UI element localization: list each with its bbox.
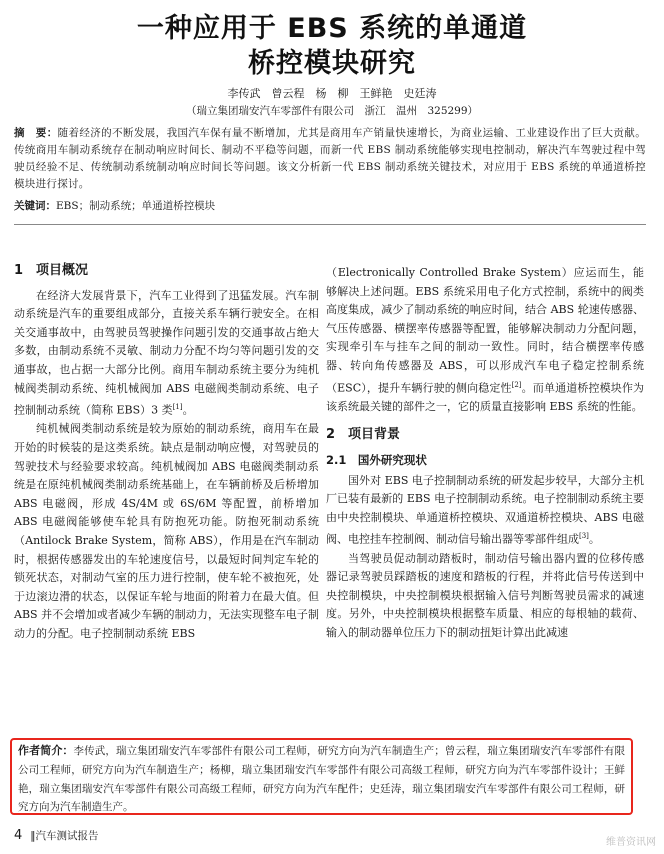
abstract-text: 随着经济的不断发展，我国汽车保有量不断增加，尤其是商用车产销量快速增长，为商业运输、工业建设作出了巨大贡献。传统商用车制动系统存在制动响应时间长、制动不平稳等问题，而新一代 EBS 制动系统能够实现电控制动，解决汽车驾驶过程中驾驶员经验不足、传统制动系统制动响应时间长等问题。该文分析新一代 EBS 制动系统关键技术，对应用于 EBS 系统的单通道桥控模块进行探讨。 [14, 127, 646, 190]
page-number: 4 [14, 828, 23, 843]
article-title-line-1: 一种应用于 EBS 系统的单通道 [136, 13, 528, 44]
header-divider [14, 224, 646, 225]
left-column [14, 258, 319, 644]
bio-text: 李传武，瑞立集团瑞安汽车零部件有限公司工程师，研究方向为汽车制造生产；曾云程，瑞立集团瑞安汽车零部件有限公司工程师，研究方向为汽车制造生产；杨柳，瑞立集团瑞安汽车零部件有限公司高级工程师，研究方向为汽车零部件设计；王鲜艳，瑞立集团瑞安汽车零部件有限公司高级工程师，研究方向为汽车配件；史廷涛，瑞立集团瑞安汽车零部件有限公司工程师，研究方向为汽车制造生产。 [18, 745, 626, 814]
journal-name: ‖汽车测试报告 [30, 830, 99, 842]
citation-ref[interactable]: [2] [511, 380, 522, 389]
abstract-label: 摘 要： [14, 127, 58, 139]
author-list: 李传武 曾云程 杨 柳 王鲜艳 史廷涛 [227, 87, 437, 100]
abstract [14, 125, 646, 193]
keywords-text: EBS；制动系统；单通道桥控模块 [56, 200, 216, 212]
section-1-paragraph-2: 纯机械阀类制动系统是较为原始的制动系统，商用车在最开始的时候装的是这类系统。缺点是制动响应慢，对驾驶员的驾驶技术与经验要求较高。纯机械阀加 ABS 电磁阀类制动系统是在原纯机械阀类制动系统基础上，在车辆前桥及后桥增加 ABS 电磁阀，形成 4S/4M 或 6S/6M 等配置，前桥增加 ABS 电磁阀能够使车轮具有防抱死功能。防抱死制动系统（Antilock Brake System，简称 ABS），作用是在汽车制动时，根据传感器发出的车轮速度信号，以最短时间判定车轮的锁死状态，对制动气室的压力进行控制，使车轮不被抱死，处于边滚边滑的状态，以保证车轮与地面的附着力在最大值。但 ABS 并不会增加或者减少车辆的制动力，无法实现整车电子制动力的分配。电子控制制动系统 EBS [14, 422, 319, 640]
keywords [14, 198, 646, 215]
section-2-1-paragraph-1 [326, 472, 644, 550]
section-2-heading: 2 项目背景 [326, 427, 401, 443]
keywords-label: 关键词： [14, 200, 56, 212]
author-bio-box [10, 738, 633, 815]
section-2-1-heading: 2.1 国外研究现状 [326, 453, 427, 467]
bio-label: 作者简介： [18, 744, 74, 757]
paragraph-end: 。 [182, 403, 194, 417]
section-2-1-paragraph-2: 当驾驶员促动制动踏板时，制动信号输出器内置的位移传感器记录驾驶员踩踏板的速度和踏板的行程，并将此信号传送到中央控制模块，中央控制模块根据输入信号判断驾驶员需求的减速度。另外，中央控制模块根据整车质量、相应的每根轴的载荷、输入的制动器单位压力下的制动扭矩计算出此减速 [326, 551, 644, 639]
paragraph-text: 在经济大发展背景下，汽车工业得到了迅猛发展。汽车制动系统是汽车的重要组成部分，直接关系车辆行驶安全。在相关交通事故中，由驾驶员驾驶操作问题引发的交通事故占绝大多数，由制动系统不灵敏、制动力分配不均匀等问题引发的交通事故，也占据一大部分比例。商用车制动系统主要分为纯机械阀类制动系统、纯机械阀加 ABS 电磁阀类制动系统、电子控制制动系统（简称 EBS）3 类 [14, 288, 319, 417]
paragraph-text: 国外对 EBS 电子控制制动系统的研发起步较早，大部分主机厂已装有最新的 EBS 电子控制制动系统。电子控制制动系统主要由中央控制模块、单通道桥控模块、双通道桥控模块、ABS 电磁阀、电控挂车控制阀、制动信号输出器等零部件组成 [326, 473, 644, 547]
citation-ref[interactable]: [1] [172, 403, 183, 412]
right-column [326, 264, 644, 643]
affiliation: （瑞立集团瑞安汽车零部件有限公司 浙江 温州 325299） [185, 105, 479, 117]
watermark: 维普资讯网 [606, 837, 656, 848]
paragraph-text: （Electronically Controlled Brake System）应运而生，能够解决上述问题。EBS 系统采用电子化方式控制，系统中的阀类高度集成，减少了制动系统的响应时间，结合 ABS 轮速传感器、气压传感器、横摆率传感器等配置，能够解决制动力分配问题，实现牵引车与挂车之间的制动一致性。同时，结合横摆率传感器、转向角传感器及 ABS，可以形成汽车电子稳定控制系统（ESC），提升车辆行驶的侧向稳定性 [326, 266, 644, 395]
section-1-heading: 1 项目概况 [14, 263, 89, 278]
citation-ref[interactable]: [3] [579, 532, 589, 541]
paragraph-end: 。 [588, 533, 600, 547]
article-title-line-2: 桥控模块研究 [248, 48, 416, 79]
section-1-paragraph-2-continued [326, 264, 644, 416]
page-footer [14, 828, 99, 843]
paragraph-end: 。而单通道桥控模块作为该系统最关键的部件之一，它的质量直接影响 EBS 系统的性能。 [326, 381, 645, 413]
section-1-paragraph-1 [14, 287, 319, 421]
